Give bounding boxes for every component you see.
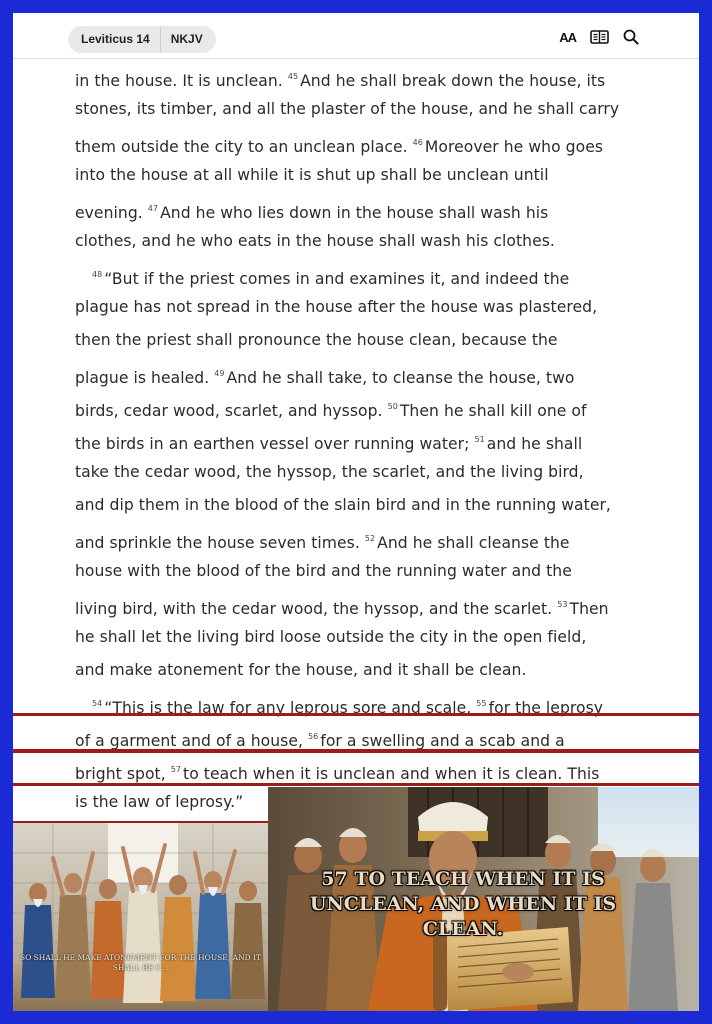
verse-text: for the leprosy	[488, 699, 604, 717]
scripture-line	[75, 588, 655, 621]
verse-text: stones, its timber, and all the plaster of the house, and he shall carry	[75, 100, 620, 118]
scripture-line	[75, 522, 655, 555]
verse-text: plague has not spread in the house after the house was plastered,	[75, 298, 598, 316]
verse-number: 47	[147, 204, 159, 213]
top-toolbar	[13, 13, 699, 59]
verse-text: Moreover he who goes	[424, 138, 604, 156]
verse-text: in the house. It is unclean.	[75, 72, 288, 90]
verse-number: 50	[387, 402, 398, 411]
verse-text: into the house at all while it is shut up shall be unclean until	[75, 166, 549, 184]
scripture-line	[75, 489, 655, 522]
scripture-line	[75, 225, 655, 258]
verse-number: 52	[364, 534, 376, 543]
verse-number: 45	[287, 72, 299, 81]
verse-text: bright spot,	[75, 765, 171, 783]
verse-number: 49	[214, 369, 225, 378]
reader-frame	[13, 13, 699, 1011]
verse-text: living bird, with the cedar wood, the hyssop, and the scarlet.	[75, 600, 558, 618]
verse-number: 57	[170, 765, 182, 774]
font-size-icon[interactable]: AA	[559, 29, 576, 45]
verse-text: of a garment and of a house,	[75, 732, 309, 750]
verse-text: And he who lies down in the house shall wash his	[160, 204, 549, 222]
verse-text: And he shall cleanse the	[377, 534, 570, 552]
verse-number: 53	[557, 600, 568, 609]
scripture-line	[75, 324, 655, 357]
verse-number: 55	[476, 699, 487, 708]
verse-text: house with the blood of the bird and the running water and the	[75, 562, 572, 580]
scripture-line	[75, 423, 655, 456]
verse-number: 54	[92, 699, 103, 708]
scripture-text	[75, 60, 655, 819]
scripture-line	[75, 192, 655, 225]
verse-text: and make atonement for the house, and it shall be clean.	[75, 661, 527, 679]
verse-text: clothes, and he who eats in the house shall wash his clothes.	[75, 232, 555, 250]
verse-text: and he shall	[486, 435, 583, 453]
scripture-line	[75, 126, 655, 159]
verse-text: birds, cedar wood, scarlet, and hyssop.	[75, 402, 388, 420]
verse-number: 46	[412, 138, 423, 147]
verse-text: take the cedar wood, the hyssop, the scarlet, and the living bird,	[75, 463, 584, 481]
book-icon[interactable]	[590, 30, 609, 44]
scripture-line	[75, 654, 655, 687]
scripture-line	[75, 93, 655, 126]
left-image-caption: SO SHALL HE MAKE ATONEMENT FOR THE HOUSE; AND IT SHALL BE C...	[19, 953, 262, 972]
highlight-box-line-3	[13, 784, 268, 824]
scripture-line	[75, 555, 655, 588]
scripture-line	[75, 159, 655, 192]
scripture-line	[75, 258, 655, 291]
verse-text: to teach when it is unclean and when it is clean. This	[183, 765, 600, 783]
scripture-line	[75, 621, 655, 654]
verse-number: 48	[92, 270, 103, 279]
search-icon[interactable]	[623, 29, 639, 45]
version-button[interactable]: NKJV	[170, 32, 203, 46]
verse-text: “But if the priest comes in and examines it, and indeed the	[104, 270, 570, 288]
verse-text: “This is the law for any leprous sore and scale,	[104, 699, 477, 717]
verse-text: and sprinkle the house seven times.	[75, 534, 365, 552]
scripture-line	[75, 357, 655, 390]
scripture-line	[75, 390, 655, 423]
verse-text: And he shall take, to cleanse the house, two	[226, 369, 575, 387]
illustration-celebrating-crowd	[13, 823, 268, 1011]
right-image-overlay-text: 57 TO TEACH WHEN IT IS UNCLEAN, AND WHEN IT IS CLEAN.	[309, 868, 617, 940]
verse-text: plague is healed.	[75, 369, 215, 387]
verse-text: and dip them in the blood of the slain bird and in the running water,	[75, 496, 611, 514]
verse-text: And he shall break down the house, its	[300, 72, 606, 90]
verse-text: for a swelling and a scab and a	[320, 732, 565, 750]
illustration-priest-with-scroll	[268, 787, 699, 1011]
scripture-line	[75, 60, 655, 93]
scripture-line	[75, 291, 655, 324]
verse-text: Then	[569, 600, 609, 618]
verse-text: is the law of leprosy.”	[75, 793, 244, 811]
verse-text: evening.	[75, 204, 148, 222]
verse-text: Then he shall kill one of	[399, 402, 587, 420]
scripture-line	[75, 456, 655, 489]
verse-text: he shall let the living bird loose outside the city in the open field,	[75, 628, 587, 646]
verse-text: then the priest shall pronounce the house clean, because the	[75, 331, 558, 349]
highlight-box-line-1	[13, 713, 699, 752]
reference-pill[interactable]	[68, 26, 216, 53]
verse-text: the birds in an earthen vessel over running water;	[75, 435, 475, 453]
book-chapter-button[interactable]: Leviticus 14	[68, 26, 161, 53]
verse-number: 51	[474, 435, 485, 444]
verse-text: them outside the city to an unclean place.	[75, 138, 413, 156]
toolbar-icons	[559, 29, 639, 45]
verse-number: 56	[308, 732, 319, 741]
highlight-box-line-2	[13, 750, 699, 786]
